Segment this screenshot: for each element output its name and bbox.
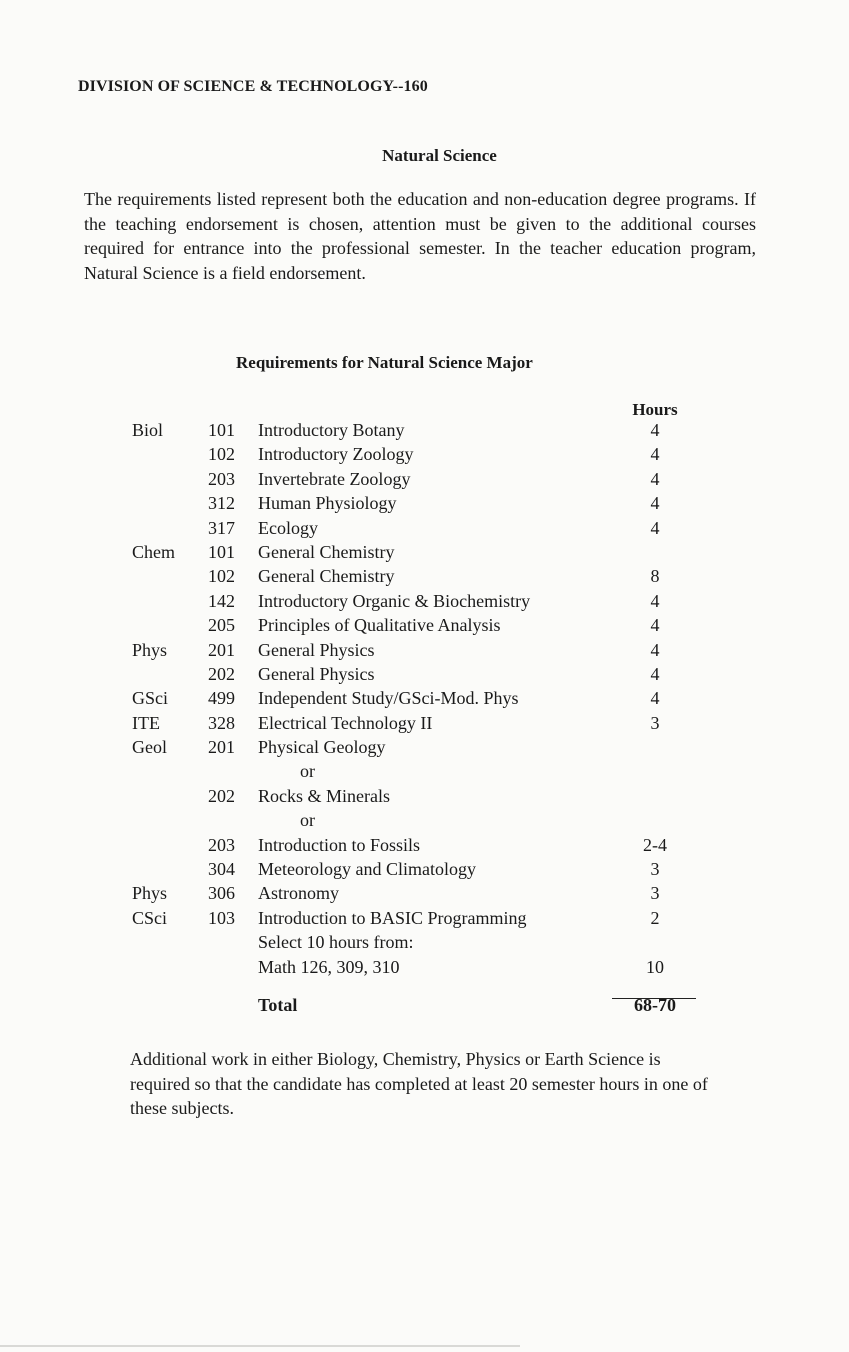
course-row — [0, 516, 849, 540]
course-title: Human Physiology — [258, 493, 397, 514]
scan-edge-line — [0, 1345, 520, 1347]
course-row — [0, 662, 849, 686]
course-dept: Phys — [132, 639, 168, 660]
course-row — [0, 467, 849, 491]
course-hours: 4 — [650, 639, 660, 660]
course-number: 205 — [208, 615, 235, 636]
course-hours: 4 — [650, 615, 660, 636]
or-connector: or — [300, 761, 315, 782]
course-row — [0, 808, 849, 832]
course-hours: 4 — [650, 688, 660, 709]
course-row — [0, 955, 849, 979]
course-row — [0, 881, 849, 905]
course-number: 304 — [208, 859, 235, 880]
course-number: 306 — [208, 883, 235, 904]
course-hours: 4 — [650, 444, 660, 465]
course-row — [0, 613, 849, 637]
course-dept: Biol — [132, 420, 164, 440]
course-title: Independent Study/GSci-Mod. Phys — [258, 688, 519, 709]
course-hours: 2-4 — [643, 834, 667, 855]
course-dept: GSci — [132, 688, 168, 709]
course-hours: 4 — [650, 468, 660, 489]
course-hours: 4 — [650, 517, 660, 538]
course-title: Astronomy — [258, 883, 339, 904]
course-number: 102 — [208, 444, 235, 465]
course-title: Meteorology and Climatology — [258, 859, 476, 880]
course-row — [0, 589, 849, 613]
course-dept: CSci — [132, 907, 168, 928]
requirements-title: Requirements for Natural Science Major — [236, 353, 533, 372]
course-number: 102 — [208, 566, 235, 587]
course-row — [0, 857, 849, 881]
course-title: Physical Geology — [258, 737, 386, 758]
total-hours: 68-70 — [634, 994, 676, 1015]
course-number: 202 — [208, 663, 235, 684]
course-number: 103 — [208, 907, 235, 928]
course-number: 499 — [208, 688, 235, 709]
course-hours: 2 — [650, 907, 660, 928]
course-row — [0, 564, 849, 588]
course-title: General Physics — [258, 639, 375, 660]
course-row — [0, 638, 849, 662]
total-row — [0, 993, 849, 1017]
course-title: Math 126, 309, 310 — [258, 956, 400, 977]
course-row — [0, 735, 849, 759]
course-number: 101 — [208, 420, 235, 440]
course-title: Principles of Qualitative Analysis — [258, 615, 501, 636]
course-row — [0, 833, 849, 857]
course-number: 202 — [208, 785, 235, 806]
course-title: Invertebrate Zoology — [258, 468, 411, 489]
course-title: Introduction to Fossils — [258, 834, 421, 855]
course-number: 142 — [208, 590, 235, 611]
course-number: 203 — [208, 468, 235, 489]
total-rule — [612, 998, 696, 999]
course-title: Introductory Zoology — [258, 444, 414, 465]
course-title: Select 10 hours from: — [258, 932, 414, 953]
course-hours: 3 — [650, 859, 660, 880]
course-hours: 8 — [650, 566, 660, 587]
course-row — [0, 784, 849, 808]
course-number: 203 — [208, 834, 235, 855]
course-number: 201 — [208, 639, 235, 660]
course-row — [0, 711, 849, 735]
course-hours: 4 — [650, 493, 660, 514]
section-title: Natural Science — [382, 146, 497, 165]
course-title: Ecology — [258, 517, 318, 538]
course-dept: Geol — [132, 737, 167, 758]
course-row — [0, 442, 849, 466]
course-title: Rocks & Minerals — [258, 785, 390, 806]
course-title: Introductory Organic & Biochemistry — [258, 590, 531, 611]
course-row — [0, 686, 849, 710]
course-title: General Chemistry — [258, 566, 395, 587]
course-row — [0, 540, 849, 564]
course-row — [0, 491, 849, 515]
total-label: Total — [258, 994, 298, 1015]
course-list — [0, 418, 849, 1017]
course-title: Electrical Technology II — [258, 712, 433, 733]
intro-paragraph: The requirements listed represent both the education and non-education degree programs. If the teaching endorsement is chosen, attention must be given to the additional courses required for entrance into the professional semester. In the teacher education program, Natural Science is a field endorsement. — [84, 189, 756, 283]
course-hours: 4 — [650, 590, 660, 611]
course-row — [0, 930, 849, 954]
running-head: DIVISION OF SCIENCE & TECHNOLOGY--160 — [78, 78, 428, 95]
course-number: 101 — [208, 541, 235, 562]
course-hours: 3 — [650, 883, 660, 904]
course-title: General Physics — [258, 663, 375, 684]
course-row — [0, 759, 849, 783]
course-title: General Chemistry — [258, 541, 395, 562]
course-dept: Phys — [132, 883, 168, 904]
course-hours: 10 — [646, 956, 664, 977]
course-dept: Chem — [132, 541, 175, 562]
course-hours: 3 — [650, 712, 660, 733]
course-hours: 4 — [650, 420, 660, 440]
course-dept: ITE — [132, 712, 160, 733]
course-row — [0, 418, 849, 442]
course-title: Introduction to BASIC Programming — [258, 907, 527, 928]
course-number: 328 — [208, 712, 235, 733]
course-hours: 4 — [650, 663, 660, 684]
course-number: 317 — [208, 517, 235, 538]
course-row — [0, 906, 849, 930]
closing-paragraph: Additional work in either Biology, Chemistry, Physics or Earth Science is required so that the candidate has completed at least 20 semester hours in one of these subjects. — [130, 1049, 708, 1119]
course-title: Introductory Botany — [258, 420, 405, 440]
course-number: 312 — [208, 493, 235, 514]
or-connector: or — [300, 810, 315, 831]
hours-column-header: Hours — [632, 400, 678, 419]
course-number: 201 — [208, 737, 235, 758]
